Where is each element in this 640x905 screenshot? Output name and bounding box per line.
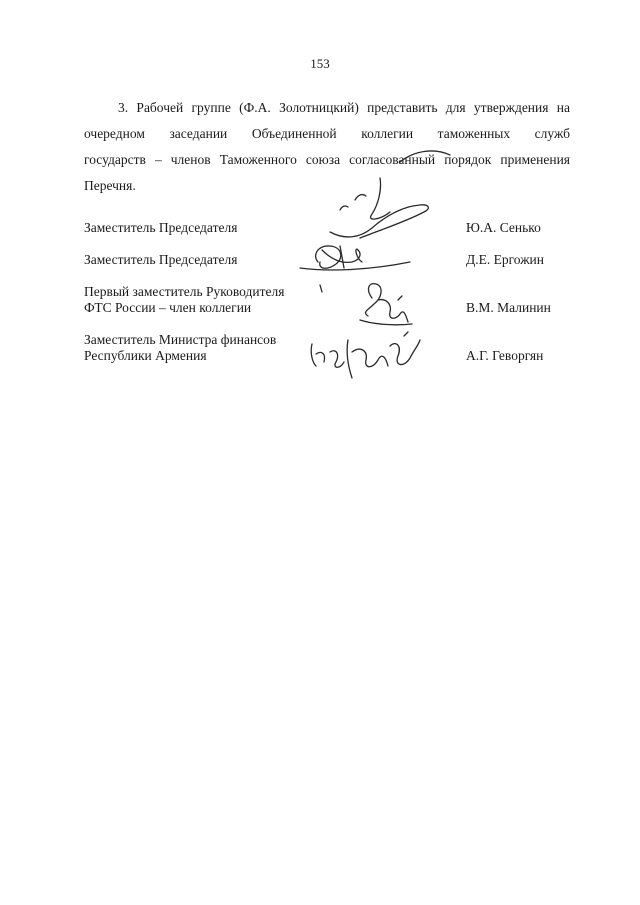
paragraph-line: государств – членов Таможенного союза согласованный порядок применения <box>84 152 570 167</box>
signatory-role-line: ФТС России – член коллегии <box>84 300 252 315</box>
signatory-name: В.М. Малинин <box>466 300 551 315</box>
paragraph-line: очередном заседании Объединенной коллегии таможенных служб <box>84 126 570 141</box>
signatory-role-line: Заместитель Председателя <box>84 220 238 235</box>
signatory-name: А.Г. Геворгян <box>466 348 544 363</box>
signatory-name: Ю.А. Сенько <box>466 220 541 235</box>
paragraph-line: Перечня. <box>84 178 136 193</box>
page-number: 153 <box>310 56 330 71</box>
signatory-name: Д.Е. Ергожин <box>466 252 544 267</box>
signatory-role <box>84 220 324 236</box>
signatory-role-line: Республики Армения <box>84 348 207 363</box>
signatory-role <box>84 284 324 316</box>
signatory-role <box>84 332 324 364</box>
signatory-role <box>84 252 324 268</box>
signature-malinin <box>360 284 412 325</box>
signatory-role-line: Заместитель Министра финансов <box>84 332 277 347</box>
paragraph-line: 3. Рабочей группе (Ф.А. Золотницкий) представить для утверждения на <box>118 100 570 115</box>
resolution-paragraph <box>84 95 570 199</box>
signatory-role-line: Первый заместитель Руководителя <box>84 284 285 299</box>
signatory-role-line: Заместитель Председателя <box>84 252 238 267</box>
signature-gevorgyan <box>311 332 420 378</box>
